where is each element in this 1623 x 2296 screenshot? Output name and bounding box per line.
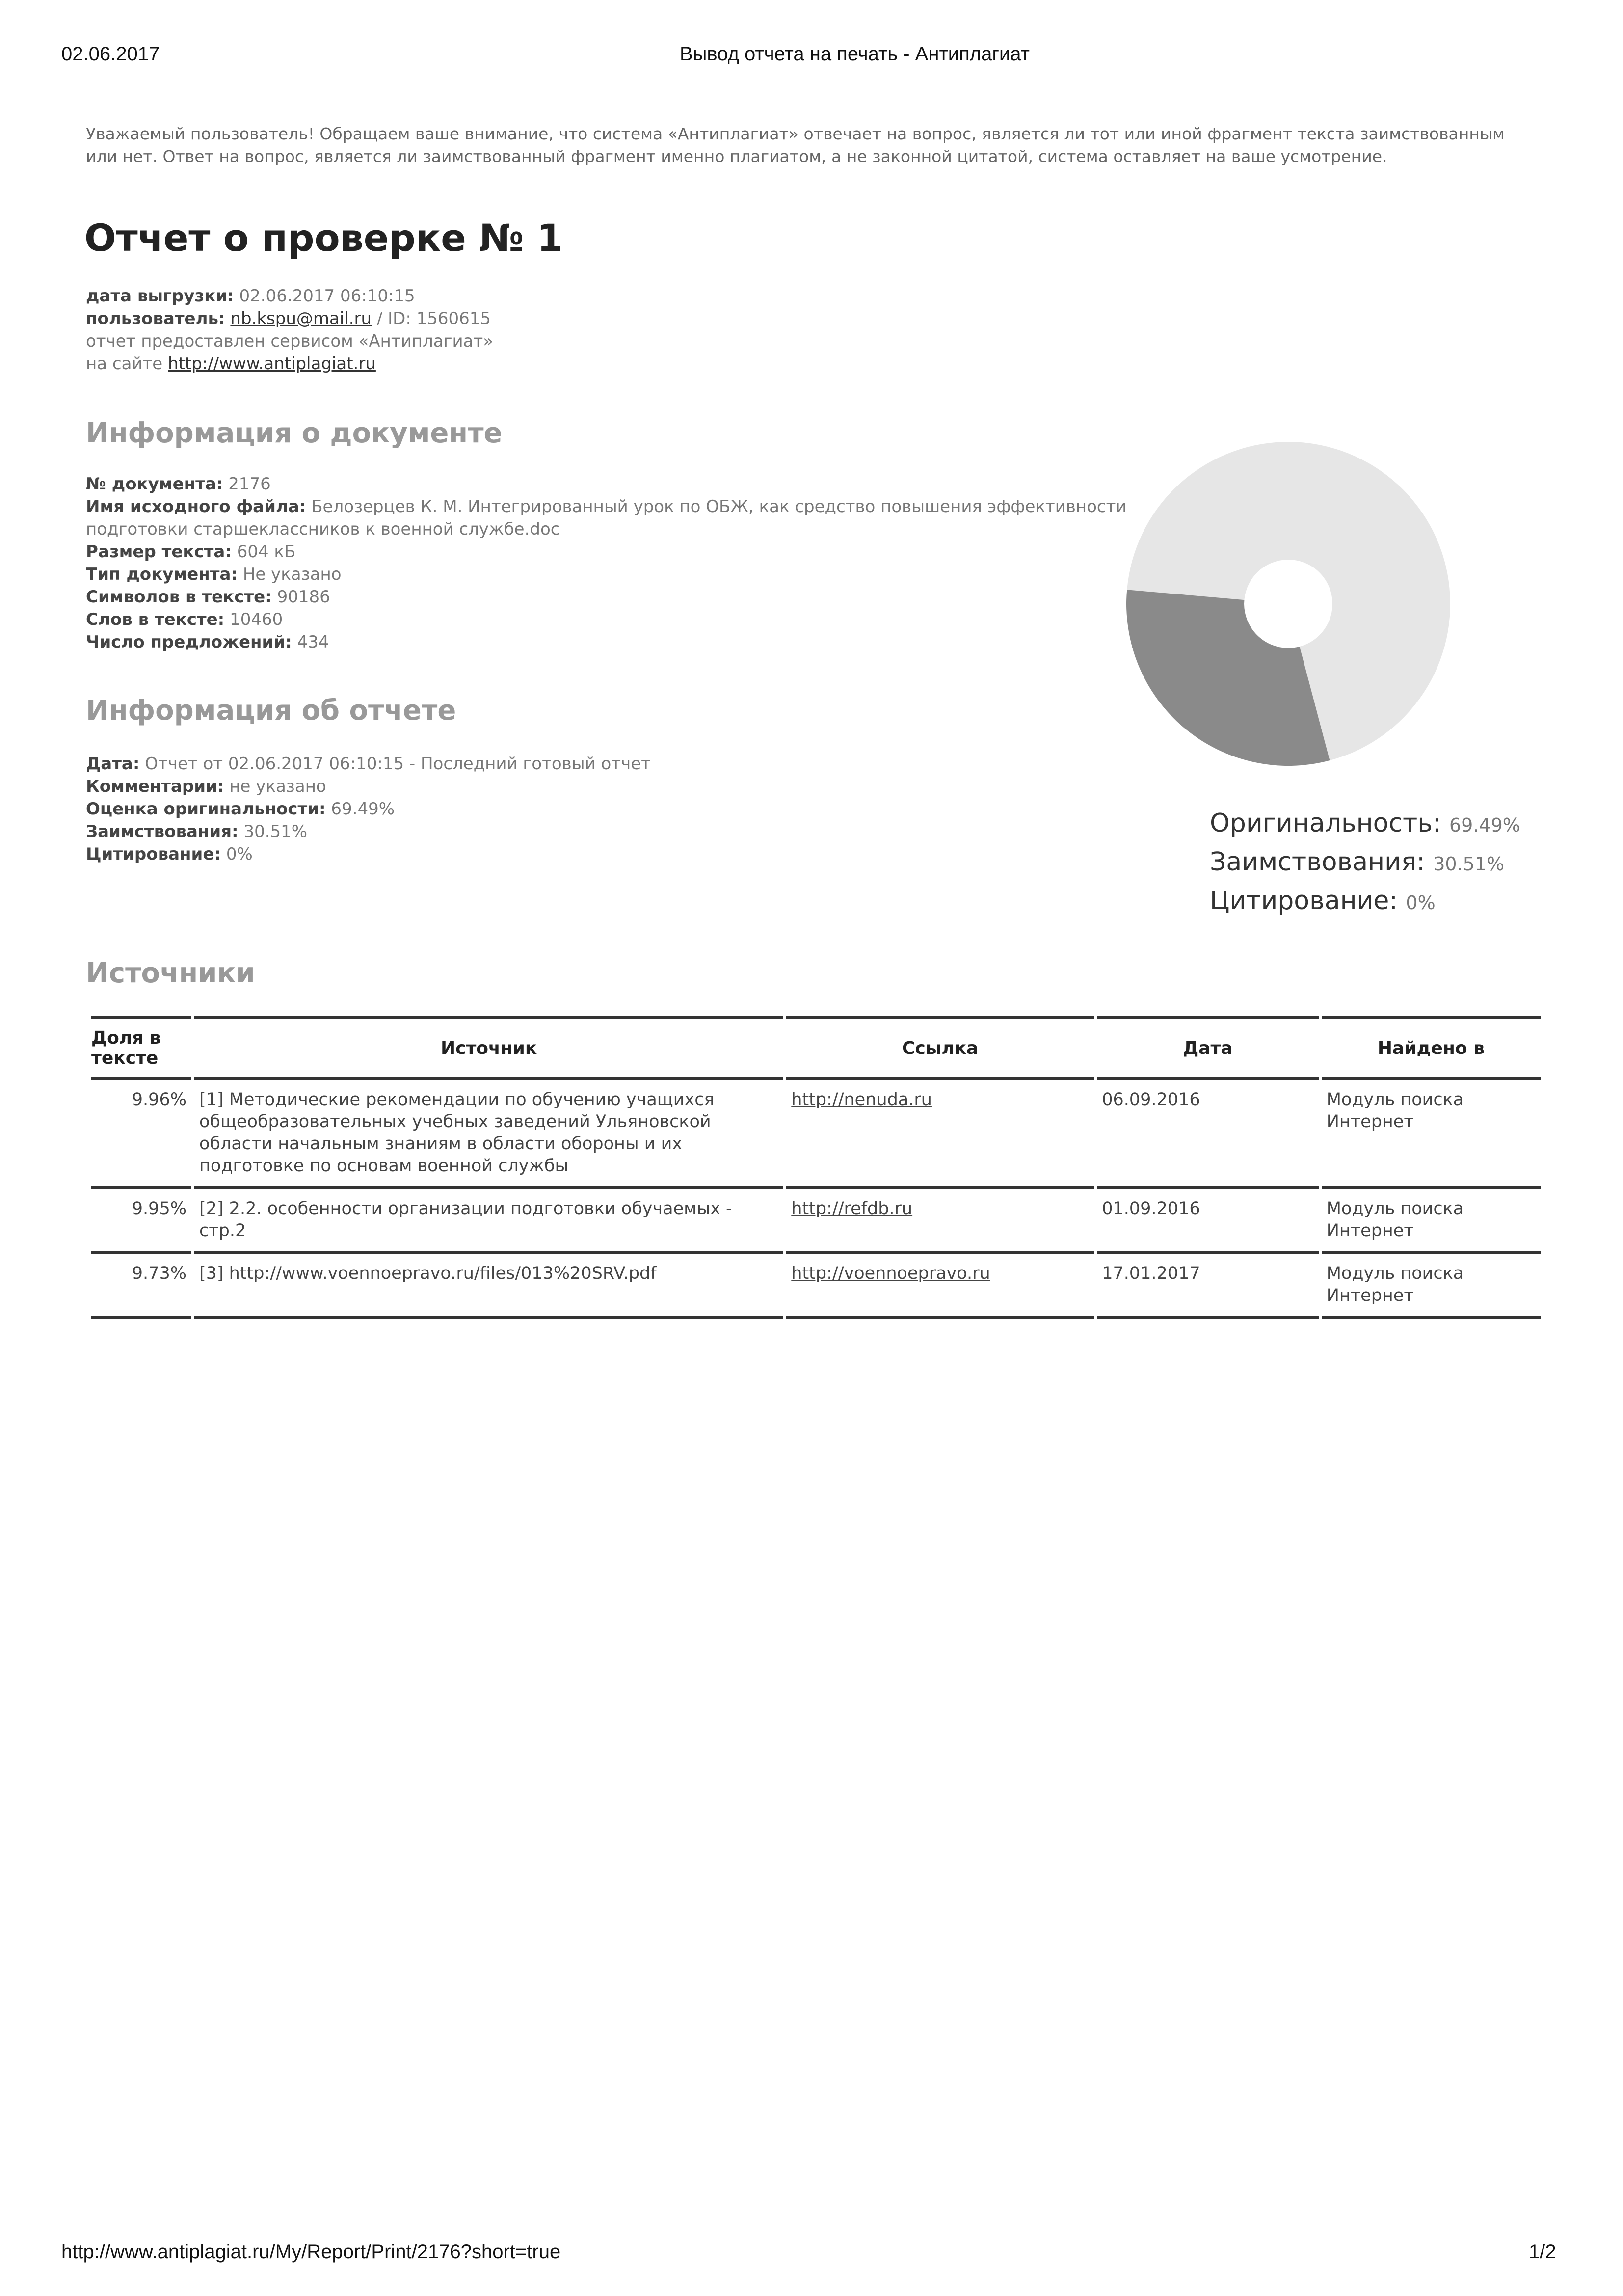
link-cell: [786, 1080, 1094, 1189]
source-link[interactable]: http://voennoepravo.ru: [791, 1264, 990, 1283]
export-value: 02.06.2017 06:10:15: [239, 286, 415, 306]
column-header: Источник: [194, 1016, 783, 1080]
info-value: Отчет от 02.06.2017 06:10:15 - Последний готовый отчет: [145, 754, 651, 774]
info-label: Слов в тексте:: [86, 610, 225, 629]
user-label: пользователь:: [86, 309, 225, 328]
user-email-link[interactable]: nb.kspu@mail.ru: [230, 309, 372, 328]
info-label: Имя исходного файла:: [86, 497, 306, 516]
info-value: не указано: [229, 777, 326, 796]
info-label: Комментарии:: [86, 777, 224, 796]
info-label: Символов в тексте:: [86, 587, 272, 607]
share-cell: 9.95%: [91, 1189, 191, 1254]
legend-label: Оригинальность:: [1210, 809, 1441, 838]
legend-label: Цитирование:: [1210, 886, 1398, 916]
column-header: Ссылка: [786, 1016, 1094, 1080]
info-value: 10460: [230, 610, 283, 629]
info-row: [86, 495, 1185, 540]
info-label: № документа:: [86, 474, 223, 494]
found-cell: Модуль поиска Интернет: [1322, 1080, 1541, 1189]
info-row: [86, 586, 1185, 608]
info-label: Тип документа:: [86, 565, 238, 584]
info-label: Заимствования:: [86, 822, 239, 841]
info-label: Число предложений:: [86, 632, 292, 652]
date-cell: 01.09.2016: [1097, 1189, 1319, 1254]
source-link[interactable]: http://nenuda.ru: [791, 1090, 932, 1109]
info-row: [86, 843, 651, 865]
report-info-heading: Информация об отчете: [86, 695, 456, 727]
originality-pie-chart: [1119, 432, 1463, 776]
info-row: [86, 820, 651, 843]
info-row: [86, 540, 1185, 563]
info-value: Белозерцев К. М. Интегрированный урок по ОБЖ, как средство повышения эффективности подготовки старшеклассников к военной службе.doc: [86, 497, 1127, 539]
export-label: дата выгрузки:: [86, 286, 234, 306]
info-value: 69.49%: [331, 799, 395, 819]
legend-value: 0%: [1406, 892, 1436, 914]
column-header: Доля в тексте: [91, 1016, 191, 1080]
info-row: [86, 608, 1185, 631]
link-cell: [786, 1189, 1094, 1254]
legend-item: [1210, 805, 1520, 844]
notice-text: Уважаемый пользователь! Обращаем ваше внимание, что система «Антиплагиат» отвечает на вопрос, является ли тот или иной фрагмент текста заимствованным или нет. Ответ на вопрос, является ли заимствованный фрагмент именно плагиатом, а не законной цитатой, система оставляет на ваше усмотрение.: [86, 124, 1505, 166]
info-label: Дата:: [86, 754, 140, 774]
legend-label: Заимствования:: [1210, 847, 1425, 877]
info-row: [86, 775, 651, 798]
share-cell: 9.96%: [91, 1080, 191, 1189]
report-info: [86, 753, 651, 865]
info-value: 0%: [226, 844, 253, 864]
info-row: [86, 753, 651, 775]
date-cell: 17.01.2017: [1097, 1254, 1319, 1319]
info-value: 30.51%: [243, 822, 308, 841]
info-label: Цитирование:: [86, 844, 221, 864]
date-cell: 06.09.2016: [1097, 1080, 1319, 1189]
info-value: 90186: [277, 587, 330, 607]
legend-value: 69.49%: [1449, 814, 1520, 836]
info-label: Размер текста:: [86, 542, 232, 562]
table-row: [91, 1080, 1541, 1189]
legend-item: [1210, 883, 1520, 921]
site-label: на сайте: [86, 354, 163, 374]
page-number: 1/2: [1529, 2241, 1556, 2263]
found-cell: Модуль поиска Интернет: [1322, 1189, 1541, 1254]
provided-text: отчет предоставлен сервисом «Антиплагиат»: [86, 331, 493, 351]
chart-legend: [1210, 805, 1520, 921]
info-row: [86, 473, 1185, 495]
info-value: 2176: [228, 474, 271, 494]
print-title: Вывод отчета на печать - Антиплагиат: [680, 43, 1030, 65]
pie-hole: [1244, 560, 1332, 648]
site-link[interactable]: http://www.antiplagiat.ru: [168, 354, 376, 374]
info-row: [86, 631, 1185, 653]
page-title: Отчет о проверке № 1: [84, 216, 563, 260]
footer-url: http://www.antiplagiat.ru/My/Report/Print/2176?short=true: [61, 2241, 561, 2263]
user-id: / ID: 1560615: [376, 309, 491, 328]
source-cell: [1] Методические рекомендации по обучению учащихся общеобразовательных учебных заведений Ульяновской области начальным знаниям в области обороны и их подготовке по основам военной службы: [194, 1080, 783, 1189]
source-link[interactable]: http://refdb.ru: [791, 1199, 913, 1218]
print-date: 02.06.2017: [61, 43, 160, 65]
sources-table: [88, 1016, 1543, 1319]
source-cell: [3] http://www.voennoepravo.ru/files/013%20SRV.pdf: [194, 1254, 783, 1319]
report-meta: [86, 285, 493, 375]
doc-info: [86, 473, 1185, 653]
info-value: 604 кБ: [237, 542, 296, 562]
found-cell: Модуль поиска Интернет: [1322, 1254, 1541, 1319]
table-row: [91, 1189, 1541, 1254]
info-row: [86, 563, 1185, 586]
table-row: [91, 1254, 1541, 1319]
legend-value: 30.51%: [1433, 853, 1505, 875]
legend-item: [1210, 844, 1520, 883]
sources-heading: Источники: [86, 957, 255, 989]
info-value: Не указано: [242, 565, 342, 584]
column-header: Найдено в: [1322, 1016, 1541, 1080]
link-cell: [786, 1254, 1094, 1319]
info-label: Оценка оригинальности:: [86, 799, 326, 819]
doc-info-heading: Информация о документе: [86, 417, 503, 449]
share-cell: 9.73%: [91, 1254, 191, 1319]
info-value: 434: [297, 632, 329, 652]
column-header: Дата: [1097, 1016, 1319, 1080]
source-cell: [2] 2.2. особенности организации подготовки обучаемых - стр.2: [194, 1189, 783, 1254]
info-row: [86, 798, 651, 820]
